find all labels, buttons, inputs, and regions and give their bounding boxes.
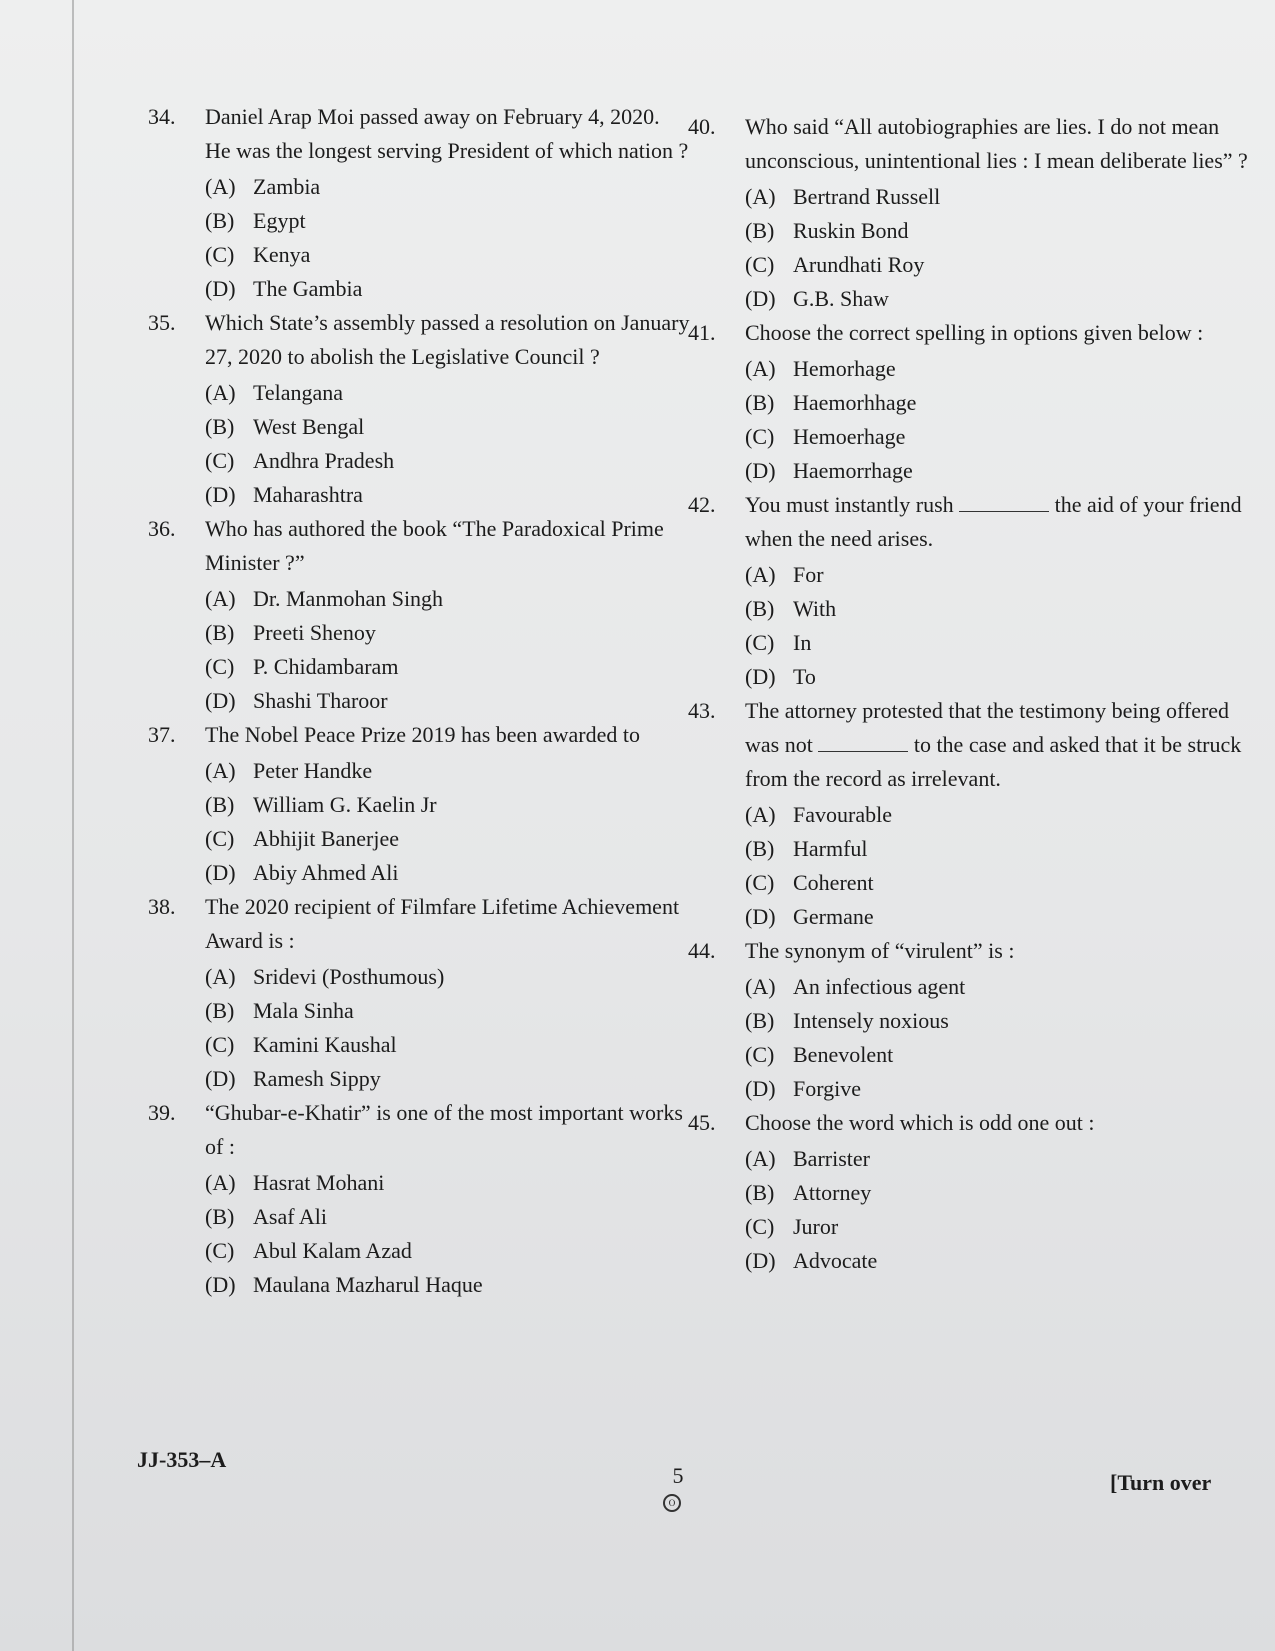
option-40-a: (A) Bertrand Russell <box>745 184 941 209</box>
question-40 <box>690 110 1250 178</box>
option-43-d: (D) Germane <box>745 904 874 929</box>
question-39 <box>150 1096 690 1164</box>
option-36-a: (A) Dr. Manmohan Singh <box>205 586 444 611</box>
fill-in-blank <box>959 491 1049 512</box>
option-35-d: (D) Maharashtra <box>205 482 363 507</box>
option-40-c: (C) Arundhati Roy <box>745 252 925 277</box>
question-text: The attorney protested that the testimony being offered was not to the case and asked that it be struck from the record as irrelevant. <box>745 698 1242 791</box>
question-text: Which State’s assembly passed a resolution on January 27, 2020 to abolish the Legislative Council ? <box>205 310 690 369</box>
question-text: The Nobel Peace Prize 2019 has been awarded to <box>205 722 640 747</box>
question-number: 44. <box>688 938 716 963</box>
question-number: 34. <box>148 104 176 129</box>
binding-edge-line <box>72 0 74 1651</box>
question-35 <box>150 306 690 374</box>
option-43-b: (B) Harmful <box>745 836 868 861</box>
option-35-a: (A) Telangana <box>205 380 344 405</box>
question-text: “Ghubar-e-Khatir” is one of the most important works of : <box>205 1100 683 1159</box>
fill-in-blank <box>818 731 908 752</box>
question-text: The synonym of “virulent” is : <box>745 938 1015 963</box>
option-38-c: (C) Kamini Kaushal <box>205 1032 397 1057</box>
question-text: Choose the word which is odd one out : <box>745 1110 1095 1135</box>
question-number: 40. <box>688 114 716 139</box>
option-44-b: (B) Intensely noxious <box>745 1008 949 1033</box>
option-45-a: (A) Barrister <box>745 1146 870 1171</box>
page-number: 5 <box>672 1463 684 1488</box>
question-text: The 2020 recipient of Filmfare Lifetime Achievement Award is : <box>205 894 680 953</box>
question-text: You must instantly rush the aid of your friend when the need arises. <box>745 492 1242 551</box>
question-number: 38. <box>148 894 176 919</box>
option-37-a: (A) Peter Handke <box>205 758 373 783</box>
option-43-a: (A) Favourable <box>745 802 892 827</box>
option-44-a: (A) An infectious agent <box>745 974 966 999</box>
page-mark-icon: O <box>663 1494 681 1512</box>
option-44-c: (C) Benevolent <box>745 1042 894 1067</box>
question-36 <box>150 512 690 580</box>
question-number: 39. <box>148 1100 176 1125</box>
question-number: 45. <box>688 1110 716 1135</box>
option-44-d: (D) Forgive <box>745 1076 862 1101</box>
question-37 <box>150 718 690 752</box>
paper-code: JJ-353–A <box>137 1447 227 1472</box>
option-35-b: (B) West Bengal <box>205 414 365 439</box>
option-41-a: (A) Hemorhage <box>745 356 896 381</box>
option-41-c: (C) Hemoerhage <box>745 424 906 449</box>
question-number: 35. <box>148 310 176 335</box>
question-38 <box>150 890 690 958</box>
option-34-d: (D) The Gambia <box>205 276 363 301</box>
option-36-d: (D) Shashi Tharoor <box>205 688 388 713</box>
option-39-d: (D) Maulana Mazharul Haque <box>205 1272 483 1297</box>
option-45-d: (D) Advocate <box>745 1248 878 1273</box>
option-37-d: (D) Abiy Ahmed Ali <box>205 860 399 885</box>
option-38-b: (B) Mala Sinha <box>205 998 354 1023</box>
option-41-d: (D) Haemorrhage <box>745 458 913 483</box>
option-39-b: (B) Asaf Ali <box>205 1204 327 1229</box>
question-42 <box>690 488 1250 556</box>
option-35-c: (C) Andhra Pradesh <box>205 448 395 473</box>
option-39-a: (A) Hasrat Mohani <box>205 1170 385 1195</box>
question-44 <box>690 934 1250 968</box>
option-37-b: (B) William G. Kaelin Jr <box>205 792 437 817</box>
option-45-b: (B) Attorney <box>745 1180 872 1205</box>
option-42-b: (B) With <box>745 596 837 621</box>
option-43-c: (C) Coherent <box>745 870 874 895</box>
option-34-c: (C) Kenya <box>205 242 311 267</box>
option-42-d: (D) To <box>745 664 816 689</box>
question-number: 43. <box>688 698 716 723</box>
question-43 <box>690 694 1250 796</box>
question-number: 42. <box>688 492 716 517</box>
question-text: Who has authored the book “The Paradoxical Prime Minister ?” <box>205 516 664 575</box>
question-34 <box>150 100 690 168</box>
question-text: Who said “All autobiographies are lies. I do not mean unconscious, unintentional lies : I mean deliberate lies” ? <box>745 114 1248 173</box>
option-38-a: (A) Sridevi (Posthumous) <box>205 964 445 989</box>
question-number: 36. <box>148 516 176 541</box>
option-42-c: (C) In <box>745 630 812 655</box>
question-text: Choose the correct spelling in options given below : <box>745 320 1204 345</box>
option-34-a: (A) Zambia <box>205 174 321 199</box>
question-text: Daniel Arap Moi passed away on February 4, 2020. He was the longest serving President of which nation ? <box>205 104 689 163</box>
right-column <box>690 110 1250 1278</box>
question-number: 41. <box>688 320 716 345</box>
left-column <box>150 100 690 1302</box>
question-number: 37. <box>148 722 176 747</box>
question-41 <box>690 316 1250 350</box>
option-40-b: (B) Ruskin Bond <box>745 218 909 243</box>
turn-over-label: [Turn over <box>1110 1470 1212 1495</box>
option-34-b: (B) Egypt <box>205 208 306 233</box>
option-42-a: (A) For <box>745 562 824 587</box>
option-40-d: (D) G.B. Shaw <box>745 286 889 311</box>
option-37-c: (C) Abhijit Banerjee <box>205 826 400 851</box>
question-45 <box>690 1106 1250 1140</box>
option-39-c: (C) Abul Kalam Azad <box>205 1238 412 1263</box>
option-38-d: (D) Ramesh Sippy <box>205 1066 381 1091</box>
option-41-b: (B) Haemorhhage <box>745 390 917 415</box>
option-36-c: (C) P. Chidambaram <box>205 654 399 679</box>
option-45-c: (C) Juror <box>745 1214 839 1239</box>
option-36-b: (B) Preeti Shenoy <box>205 620 376 645</box>
